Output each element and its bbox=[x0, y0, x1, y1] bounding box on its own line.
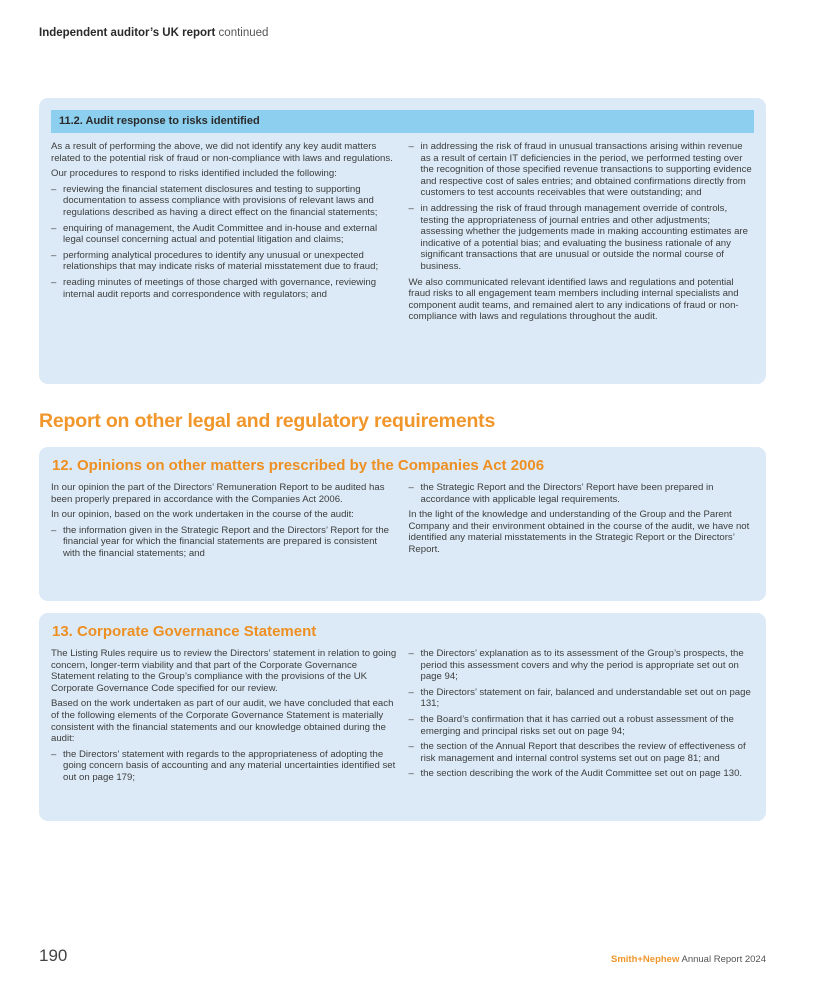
audit-response-box bbox=[39, 98, 766, 384]
paragraph: The Listing Rules require us to review the Directors’ statement in relation to going concern, longer-term viability and that part of the Corporate Governance Statement relating to the Group’s compliance with the provisions of the UK Corporate Governance Code specified for our review. bbox=[51, 648, 397, 694]
companies-act-box bbox=[39, 447, 766, 601]
list-item: – the Strategic Report and the Directors’ Report have been prepared in accordance with applicable legal requirements. bbox=[409, 482, 755, 505]
paragraph: Our procedures to respond to risks identified included the following: bbox=[51, 168, 337, 180]
procedures-list-continued bbox=[409, 141, 755, 273]
list-item: – the Board’s confirmation that it has carried out a robust assessment of the emerging and principal risks set out on page 94; bbox=[409, 714, 755, 737]
section-heading: Report on other legal and regulatory requirements bbox=[39, 410, 496, 432]
elements-list-continued bbox=[409, 648, 755, 780]
list-item: – reading minutes of meetings of those charged with governance, reviewing internal audit reports and correspondence with regulators; and bbox=[51, 277, 397, 300]
corporate-governance-left-column bbox=[51, 648, 397, 788]
opinions-list-continued bbox=[409, 482, 755, 505]
list-item: – the information given in the Strategic Report and the Directors’ Report for the financial year for which the financial statements are prepared is consistent with the financial statements; and bbox=[51, 525, 397, 560]
corporate-governance-box bbox=[39, 613, 766, 821]
list-item: – reviewing the financial statement disclosures and testing to supporting documentation to assess compliance with provisions of relevant laws and regulations described as having a direct effect on the financial statements; bbox=[51, 184, 397, 219]
opinions-list bbox=[51, 525, 397, 560]
list-item: – the Directors’ statement on fair, balanced and understandable set out on page 131; bbox=[409, 687, 755, 710]
page-number: 190 bbox=[39, 946, 68, 965]
report-title: Annual Report 2024 bbox=[681, 954, 766, 965]
list-item: – performing analytical procedures to identify any unusual or unexpected relationships that may indicate risks of material misstatement due to fraud; bbox=[51, 250, 397, 273]
companies-act-left-column bbox=[51, 482, 397, 564]
audit-response-right-column bbox=[409, 141, 755, 327]
header-continued: continued bbox=[218, 27, 269, 39]
companies-act-right-column bbox=[409, 482, 755, 564]
corporate-governance-heading: 13. Corporate Governance Statement bbox=[52, 623, 317, 640]
footer bbox=[611, 954, 766, 965]
paragraph: In our opinion the part of the Directors’ Remuneration Report to be audited has been properly prepared in accordance with the Companies Act 2006. bbox=[51, 482, 385, 505]
elements-list bbox=[51, 749, 397, 784]
list-item: – the section describing the work of the Audit Committee set out on page 130. bbox=[409, 768, 755, 780]
list-item: – the Directors’ explanation as to its assessment of the Group’s prospects, the period this assessment covers and why the period is appropriate set out on page 94; bbox=[409, 648, 755, 683]
corporate-governance-right-column bbox=[409, 648, 755, 788]
list-item: – the Directors’ statement with regards to the appropriateness of adopting the going concern basis of accounting and any material uncertainties identified set out on page 179; bbox=[51, 749, 397, 784]
list-item: – enquiring of management, the Audit Committee and in-house and external legal counsel concerning actual and potential litigation and claims; bbox=[51, 223, 397, 246]
list-item: – in addressing the risk of fraud through management override of controls, testing the appropriateness of journal entries and other adjustments; assessing whether the judgements made in making accounting estimates are indicative of a potential bias; and evaluating the business rationale of any significant transactions that are unusual or outside the normal course of business. bbox=[409, 203, 755, 273]
brand-name: Smith+Nephew bbox=[610, 954, 680, 965]
running-header bbox=[39, 27, 268, 39]
paragraph: As a result of performing the above, we did not identify any key audit matters related to the potential risk of fraud or non-compliance with laws and regulations. bbox=[51, 141, 393, 164]
procedures-list bbox=[51, 184, 397, 300]
audit-response-left-column bbox=[51, 141, 397, 327]
list-item: – the section of the Annual Report that describes the review of effectiveness of risk management and internal control systems set out on page 81; and bbox=[409, 741, 755, 764]
audit-response-heading: 11.2. Audit response to risks identified bbox=[51, 110, 754, 133]
header-title: Independent auditor’s UK report bbox=[39, 27, 216, 39]
paragraph: Based on the work undertaken as part of our audit, we have concluded that each of the following elements of the Corporate Governance Statement is materially consistent with the financial statements and our knowledge obtained during the audit: bbox=[51, 698, 394, 745]
paragraph: In the light of the knowledge and understanding of the Group and the Parent Company and their environment obtained in the course of the audit, we have not identified any material misstatements in the Strategic Report or the Directors’ Report. bbox=[408, 509, 750, 555]
paragraph: We also communicated relevant identified laws and regulations and potential fraud risks to all engagement team members including internal specialists and component audit teams, and remained alert to any indications of fraud or non-compliance with laws and regulations throughout the audit. bbox=[408, 276, 739, 323]
companies-act-heading: 12. Opinions on other matters prescribed by the Companies Act 2006 bbox=[52, 457, 545, 474]
paragraph: In our opinion, based on the work undertaken in the course of the audit: bbox=[51, 509, 354, 521]
list-item: – in addressing the risk of fraud in unusual transactions arising within revenue as a result of certain IT deficiencies in the period, we performed testing over the recognition of those specified revenue transactions to supporting evidence and respective cost of sales entries; and obtained confirmations directly from customers to test accounts receivables that were outstanding; and bbox=[409, 141, 755, 199]
